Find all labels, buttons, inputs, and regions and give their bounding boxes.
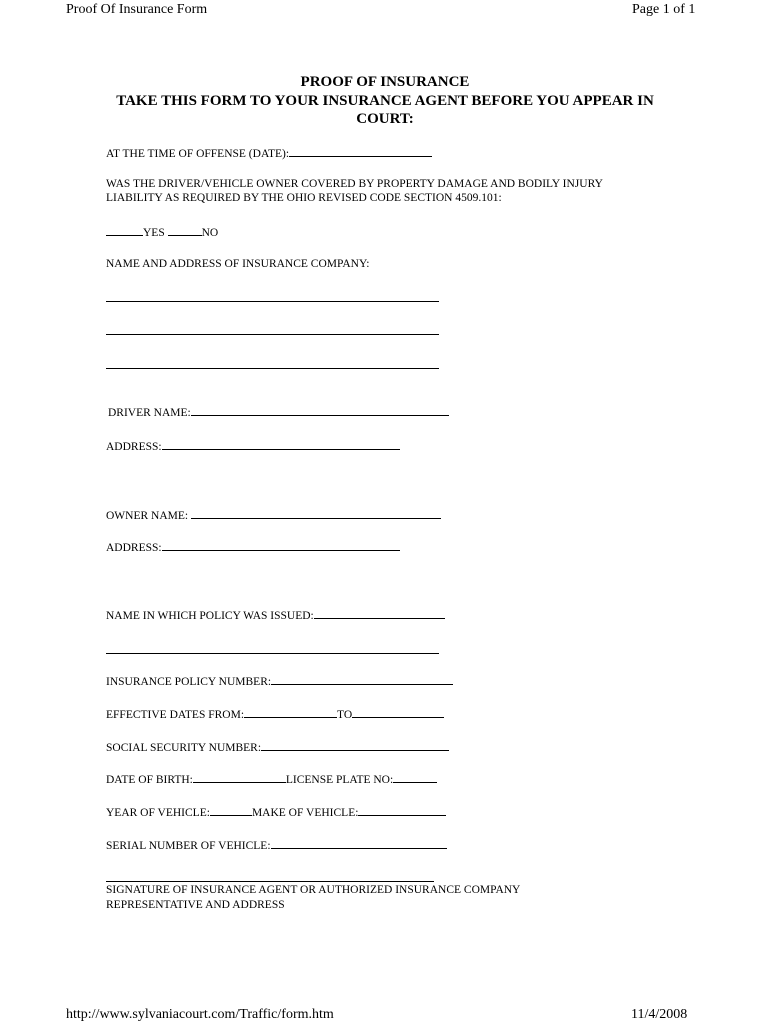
yes-label: YES bbox=[143, 227, 165, 239]
serial-label: SERIAL NUMBER OF VEHICLE: bbox=[106, 840, 271, 852]
driver-name-field bbox=[108, 405, 449, 419]
form-subtitle: TAKE THIS FORM TO YOUR INSURANCE AGENT BEFORE YOU APPEAR IN bbox=[116, 93, 654, 109]
driver-address-blank[interactable] bbox=[162, 439, 400, 450]
ssn-field bbox=[106, 740, 449, 754]
driver-address-field bbox=[106, 439, 400, 453]
dob-plate-field bbox=[106, 772, 437, 786]
company-label: NAME AND ADDRESS OF INSURANCE COMPANY: bbox=[106, 258, 370, 270]
plate-label: LICENSE PLATE NO: bbox=[285, 774, 394, 786]
yes-no-field bbox=[106, 225, 218, 239]
header-title: Proof Of Insurance Form bbox=[66, 2, 208, 17]
footer-url: http://www.sylvaniacourt.com/Traffic/form.htm bbox=[66, 1007, 334, 1022]
make-blank[interactable] bbox=[358, 805, 446, 816]
effective-to-label: TO bbox=[337, 709, 353, 721]
owner-address-blank[interactable] bbox=[162, 540, 400, 551]
serial-field bbox=[106, 838, 447, 852]
driver-name-label: DRIVER NAME: bbox=[108, 407, 191, 419]
dob-blank[interactable] bbox=[193, 772, 286, 783]
owner-name-blank[interactable] bbox=[191, 508, 441, 519]
policy-name-field bbox=[106, 608, 445, 622]
signature-line[interactable] bbox=[106, 881, 434, 882]
yes-blank[interactable] bbox=[106, 225, 143, 236]
signature-label-line2: REPRESENTATIVE AND ADDRESS bbox=[106, 899, 285, 911]
year-make-field bbox=[106, 805, 446, 819]
policy-name-line-2[interactable] bbox=[106, 653, 439, 654]
company-line-1[interactable] bbox=[106, 301, 439, 302]
make-label: MAKE OF VEHICLE: bbox=[251, 807, 359, 819]
coverage-question-line1: WAS THE DRIVER/VEHICLE OWNER COVERED BY PROPERTY DAMAGE AND BODILY INJURY bbox=[106, 178, 603, 190]
company-line-3[interactable] bbox=[106, 368, 439, 369]
signature-label-line1: SIGNATURE OF INSURANCE AGENT OR AUTHORIZED INSURANCE COMPANY bbox=[106, 884, 521, 896]
owner-name-label: OWNER NAME: bbox=[106, 510, 189, 522]
plate-blank[interactable] bbox=[393, 772, 437, 783]
no-blank[interactable] bbox=[168, 225, 202, 236]
owner-address-field bbox=[106, 540, 400, 554]
offense-date-blank[interactable] bbox=[289, 146, 432, 157]
serial-blank[interactable] bbox=[271, 838, 447, 849]
dob-label: DATE OF BIRTH: bbox=[106, 774, 193, 786]
policy-number-field bbox=[106, 674, 453, 688]
policy-number-blank[interactable] bbox=[271, 674, 453, 685]
policy-name-label: NAME IN WHICH POLICY WAS ISSUED: bbox=[106, 610, 314, 622]
policy-name-blank[interactable] bbox=[314, 608, 445, 619]
coverage-question-line2: LIABILITY AS REQUIRED BY THE OHIO REVISED CODE SECTION 4509.101: bbox=[106, 192, 502, 204]
effective-from-label: EFFECTIVE DATES FROM: bbox=[106, 709, 245, 721]
effective-from-blank[interactable] bbox=[244, 707, 337, 718]
company-line-2[interactable] bbox=[106, 334, 439, 335]
footer-date: 11/4/2008 bbox=[631, 1007, 688, 1022]
year-blank[interactable] bbox=[210, 805, 252, 816]
driver-address-label: ADDRESS: bbox=[106, 441, 162, 453]
owner-address-label: ADDRESS: bbox=[106, 542, 162, 554]
effective-to-blank[interactable] bbox=[352, 707, 444, 718]
owner-name-field bbox=[106, 508, 441, 522]
offense-date-label: AT THE TIME OF OFFENSE (DATE): bbox=[106, 148, 290, 160]
offense-date-field bbox=[106, 146, 432, 160]
ssn-label: SOCIAL SECURITY NUMBER: bbox=[106, 742, 262, 754]
driver-name-blank[interactable] bbox=[191, 405, 449, 416]
no-label: NO bbox=[201, 227, 219, 239]
ssn-blank[interactable] bbox=[261, 740, 449, 751]
page-indicator: Page 1 of 1 bbox=[632, 2, 696, 17]
form-title: PROOF OF INSURANCE bbox=[300, 74, 470, 90]
effective-dates-field bbox=[106, 707, 444, 721]
year-label: YEAR OF VEHICLE: bbox=[106, 807, 210, 819]
policy-number-label: INSURANCE POLICY NUMBER: bbox=[106, 676, 272, 688]
form-subtitle-cont: COURT: bbox=[356, 111, 414, 127]
